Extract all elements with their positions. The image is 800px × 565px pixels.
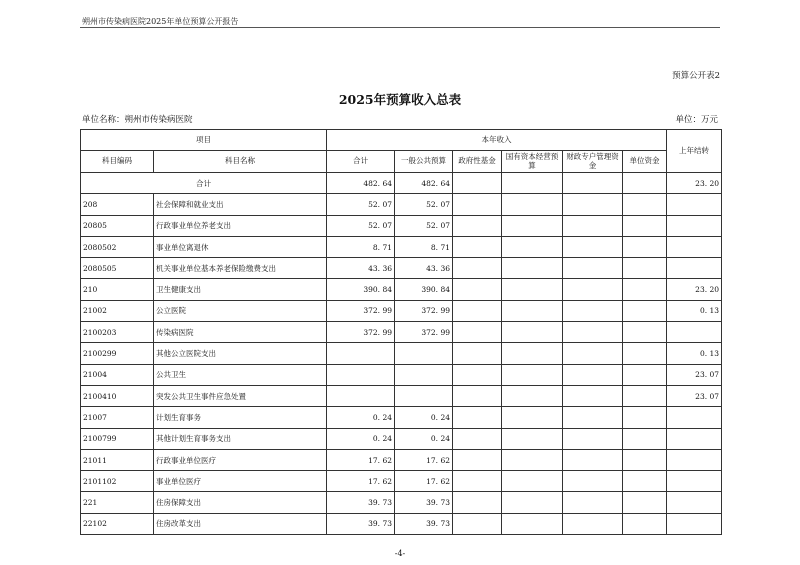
- row-code: 21002: [81, 300, 154, 321]
- cell-fiscal-special: [563, 173, 623, 194]
- cell-unit-fund: [623, 364, 667, 385]
- row-name: 事业单位医疗: [154, 471, 327, 492]
- cell-unit-fund: [623, 300, 667, 321]
- cell-carryover: 23. 07: [667, 364, 722, 385]
- row-code: 21004: [81, 364, 154, 385]
- row-code: 22102: [81, 513, 154, 534]
- cell-total: 17. 62: [327, 471, 395, 492]
- row-code: 221: [81, 492, 154, 513]
- cell-carryover: [667, 215, 722, 236]
- row-code: 2101102: [81, 471, 154, 492]
- table-body: [81, 173, 722, 535]
- cell-unit-fund: [623, 343, 667, 364]
- cell-state-capital: [502, 279, 563, 300]
- row-name: 传染病医院: [154, 322, 327, 343]
- cell-total: 0. 24: [327, 407, 395, 428]
- row-code: 20805: [81, 215, 154, 236]
- cell-gov-fund: [453, 492, 502, 513]
- table-row: [81, 343, 722, 364]
- cell-carryover: 0. 13: [667, 343, 722, 364]
- cell-general: 39. 73: [395, 492, 453, 513]
- currency-unit-label: 单位：万元: [675, 115, 718, 125]
- row-code: 2080505: [81, 258, 154, 279]
- header-project: 项目: [81, 130, 327, 151]
- row-code: 2100203: [81, 322, 154, 343]
- cell-gov-fund: [453, 449, 502, 470]
- cell-carryover: 23. 07: [667, 385, 722, 406]
- cell-fiscal-special: [563, 258, 623, 279]
- row-name: 计划生育事务: [154, 407, 327, 428]
- cell-fiscal-special: [563, 279, 623, 300]
- cell-gov-fund: [453, 471, 502, 492]
- header-general-budget: 一般公共预算: [395, 151, 453, 173]
- table-row: [81, 300, 722, 321]
- cell-total: 52. 07: [327, 194, 395, 215]
- cell-carryover: 23. 20: [667, 173, 722, 194]
- header-divider: [80, 27, 720, 28]
- cell-gov-fund: [453, 322, 502, 343]
- row-name: 社会保障和就业支出: [154, 194, 327, 215]
- table-row: [81, 471, 722, 492]
- row-code: 2080502: [81, 236, 154, 257]
- row-name: 住房保障支出: [154, 492, 327, 513]
- cell-general: 17. 62: [395, 471, 453, 492]
- table-row: [81, 194, 722, 215]
- row-name: 住房改革支出: [154, 513, 327, 534]
- cell-carryover: 23. 20: [667, 279, 722, 300]
- cell-total: 39. 73: [327, 513, 395, 534]
- cell-fiscal-special: [563, 300, 623, 321]
- table-row: [81, 513, 722, 534]
- cell-state-capital: [502, 449, 563, 470]
- row-code: 208: [81, 194, 154, 215]
- cell-state-capital: [502, 322, 563, 343]
- cell-total: 372. 99: [327, 322, 395, 343]
- cell-general: 43. 36: [395, 258, 453, 279]
- cell-state-capital: [502, 385, 563, 406]
- cell-general: [395, 343, 453, 364]
- cell-unit-fund: [623, 513, 667, 534]
- row-name: 公共卫生: [154, 364, 327, 385]
- cell-gov-fund: [453, 364, 502, 385]
- cell-unit-fund: [623, 428, 667, 449]
- row-code: 21007: [81, 407, 154, 428]
- table-row: [81, 364, 722, 385]
- cell-general: 0. 24: [395, 407, 453, 428]
- row-code: 2100410: [81, 385, 154, 406]
- header-name: 科目名称: [154, 151, 327, 173]
- cell-unit-fund: [623, 385, 667, 406]
- table-header-row-2: [81, 151, 722, 173]
- row-name: 行政事业单位养老支出: [154, 215, 327, 236]
- cell-gov-fund: [453, 343, 502, 364]
- cell-carryover: [667, 258, 722, 279]
- cell-fiscal-special: [563, 513, 623, 534]
- cell-unit-fund: [623, 322, 667, 343]
- cell-unit-fund: [623, 236, 667, 257]
- cell-gov-fund: [453, 407, 502, 428]
- row-name: 事业单位离退休: [154, 236, 327, 257]
- row-code: 21011: [81, 449, 154, 470]
- cell-state-capital: [502, 173, 563, 194]
- cell-fiscal-special: [563, 322, 623, 343]
- report-title: 2025年预算收入总表: [338, 92, 462, 107]
- header-gov-fund: 政府性基金: [453, 151, 502, 173]
- cell-fiscal-special: [563, 471, 623, 492]
- row-code: 210: [81, 279, 154, 300]
- cell-state-capital: [502, 407, 563, 428]
- cell-state-capital: [502, 215, 563, 236]
- budget-income-table: [80, 129, 722, 535]
- cell-fiscal-special: [563, 343, 623, 364]
- cell-unit-fund: [623, 449, 667, 470]
- cell-total: 43. 36: [327, 258, 395, 279]
- table-header-row-1: [81, 130, 722, 151]
- header-unit-fund: 单位资金: [623, 151, 667, 173]
- row-code: 2100799: [81, 428, 154, 449]
- table-row: [81, 236, 722, 257]
- cell-fiscal-special: [563, 492, 623, 513]
- table-row: [81, 385, 722, 406]
- cell-carryover: [667, 471, 722, 492]
- cell-carryover: [667, 407, 722, 428]
- cell-carryover: [667, 449, 722, 470]
- cell-fiscal-special: [563, 364, 623, 385]
- cell-carryover: [667, 492, 722, 513]
- cell-state-capital: [502, 258, 563, 279]
- row-name: 公立医院: [154, 300, 327, 321]
- cell-carryover: [667, 194, 722, 215]
- cell-gov-fund: [453, 194, 502, 215]
- cell-total: 39. 73: [327, 492, 395, 513]
- cell-total: [327, 343, 395, 364]
- cell-general: [395, 364, 453, 385]
- cell-general: 52. 07: [395, 194, 453, 215]
- cell-gov-fund: [453, 279, 502, 300]
- cell-gov-fund: [453, 215, 502, 236]
- cell-fiscal-special: [563, 194, 623, 215]
- table-row: [81, 407, 722, 428]
- header-state-capital: 国有资本经营预算: [502, 151, 563, 173]
- cell-gov-fund: [453, 385, 502, 406]
- cell-fiscal-special: [563, 449, 623, 470]
- cell-state-capital: [502, 194, 563, 215]
- table-row: [81, 428, 722, 449]
- cell-total: 482. 64: [327, 173, 395, 194]
- header-current-income: 本年收入: [327, 130, 667, 151]
- cell-total: 8. 71: [327, 236, 395, 257]
- cell-carryover: [667, 428, 722, 449]
- cell-general: [395, 385, 453, 406]
- cell-fiscal-special: [563, 407, 623, 428]
- document-header-title: 朔州市传染病医院2025年单位预算公开报告: [82, 17, 239, 26]
- row-name: 合计: [81, 173, 327, 194]
- cell-total: 52. 07: [327, 215, 395, 236]
- cell-total: 372. 99: [327, 300, 395, 321]
- table-row: [81, 215, 722, 236]
- table-row: [81, 492, 722, 513]
- table-row: [81, 449, 722, 470]
- cell-gov-fund: [453, 236, 502, 257]
- row-name: 行政事业单位医疗: [154, 449, 327, 470]
- cell-gov-fund: [453, 258, 502, 279]
- cell-gov-fund: [453, 428, 502, 449]
- header-fiscal-special: 财政专户管理资金: [563, 151, 623, 173]
- table-row: [81, 258, 722, 279]
- cell-total: 17. 62: [327, 449, 395, 470]
- cell-carryover: [667, 513, 722, 534]
- cell-general: 52. 07: [395, 215, 453, 236]
- cell-state-capital: [502, 364, 563, 385]
- cell-gov-fund: [453, 300, 502, 321]
- cell-fiscal-special: [563, 215, 623, 236]
- cell-unit-fund: [623, 279, 667, 300]
- cell-state-capital: [502, 236, 563, 257]
- cell-total: [327, 364, 395, 385]
- cell-state-capital: [502, 300, 563, 321]
- cell-total: 390. 84: [327, 279, 395, 300]
- cell-state-capital: [502, 492, 563, 513]
- table-number: 预算公开表2: [672, 71, 720, 81]
- cell-fiscal-special: [563, 385, 623, 406]
- row-name: 突发公共卫生事件应急处置: [154, 385, 327, 406]
- cell-general: 482. 64: [395, 173, 453, 194]
- cell-unit-fund: [623, 194, 667, 215]
- cell-unit-fund: [623, 471, 667, 492]
- cell-state-capital: [502, 343, 563, 364]
- cell-carryover: [667, 322, 722, 343]
- header-code: 科目编码: [81, 151, 154, 173]
- row-name: 其他公立医院支出: [154, 343, 327, 364]
- cell-general: 17. 62: [395, 449, 453, 470]
- cell-carryover: 0. 13: [667, 300, 722, 321]
- cell-state-capital: [502, 428, 563, 449]
- cell-general: 372. 99: [395, 322, 453, 343]
- header-carryover: 上年结转: [667, 130, 722, 173]
- row-name: 机关事业单位基本养老保险缴费支出: [154, 258, 327, 279]
- row-name: 其他计划生育事务支出: [154, 428, 327, 449]
- cell-gov-fund: [453, 513, 502, 534]
- table-total-row: [81, 173, 722, 194]
- cell-total: [327, 385, 395, 406]
- cell-gov-fund: [453, 173, 502, 194]
- table-row: [81, 322, 722, 343]
- cell-unit-fund: [623, 258, 667, 279]
- cell-unit-fund: [623, 407, 667, 428]
- cell-unit-fund: [623, 492, 667, 513]
- cell-fiscal-special: [563, 428, 623, 449]
- page-number: -4-: [394, 549, 406, 558]
- row-name: 卫生健康支出: [154, 279, 327, 300]
- cell-general: 8. 71: [395, 236, 453, 257]
- cell-unit-fund: [623, 173, 667, 194]
- cell-carryover: [667, 236, 722, 257]
- cell-general: 0. 24: [395, 428, 453, 449]
- cell-total: 0. 24: [327, 428, 395, 449]
- cell-state-capital: [502, 471, 563, 492]
- row-code: 2100299: [81, 343, 154, 364]
- cell-state-capital: [502, 513, 563, 534]
- table-row: [81, 279, 722, 300]
- header-total: 合计: [327, 151, 395, 173]
- cell-general: 390. 84: [395, 279, 453, 300]
- cell-general: 39. 73: [395, 513, 453, 534]
- cell-unit-fund: [623, 215, 667, 236]
- cell-general: 372. 99: [395, 300, 453, 321]
- cell-fiscal-special: [563, 236, 623, 257]
- unit-name-label: 单位名称：朔州市传染病医院: [82, 115, 193, 125]
